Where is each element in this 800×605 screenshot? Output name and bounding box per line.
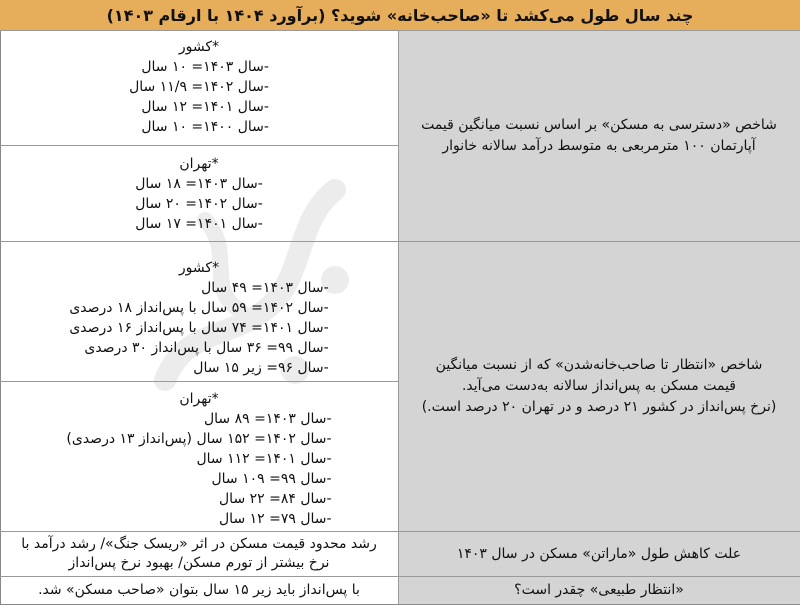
list-item: -سال ۹۹= ۱۰۹ سال [211,471,332,487]
list-item: -سال ۱۴۰۱= ۷۴ سال با پس‌انداز ۱۶ درصدی [69,320,329,336]
list-item: -سال ۱۴۰۲= ۲۰ سال [135,196,263,212]
list-item: -سال ۱۴۰۲= ۱۵۲ سال (پس‌انداز ۱۳ درصدی) [66,431,332,447]
list-item: -سال ۱۴۰۰= ۱۰ سال [141,119,269,135]
row-3-text [0,532,398,576]
row-3-indicator [398,532,800,576]
row-2-country-group [0,258,398,378]
row-3-text-line-1: رشد محدود قیمت مسکن در اثر «ریسک جنگ»/ رشد درآمد با [21,536,377,552]
row-3-indicator-text: علت کاهش طول «ماراتن» مسکن در سال ۱۴۰۳ [456,545,742,562]
row-2-tehran-heading: *تهران [179,391,219,407]
list-item: -سال ۱۴۰۱= ۱۱۲ سال [196,451,332,467]
row-4-indicator [398,577,800,604]
list-item: -سال ۱۴۰۲= ۵۹ سال با پس‌انداز ۱۸ درصدی [69,300,329,316]
row-1-country-group [0,37,398,137]
row-1-indicator-text: شاخص «دسترسی به مسکن» بر اساس نسبت میانگین قیمت آپارتمان ۱۰۰ مترمربعی به متوسط درآمد سالانه خانوار [421,117,777,154]
row-2-indicator [398,242,800,531]
list-item: -سال ۱۴۰۲= ۱۱/۹ سال [129,79,269,95]
row-1-tehran-heading: *تهران [179,156,219,172]
row-1-tehran-group [0,154,398,234]
row-1-group-divider [0,145,398,146]
row-4-text-value: با پس‌انداز باید زیر ۱۵ سال بتوان «صاحب مسکن» شد. [38,582,360,598]
row-1-indicator [398,31,800,241]
row-4-text [0,577,398,604]
list-item: -سال ۱۴۰۱= ۱۷ سال [135,216,263,232]
list-item: -سال ۷۹= ۱۲ سال [219,511,332,527]
list-item: -سال ۱۴۰۱= ۱۲ سال [141,99,269,115]
column-divider [398,30,399,605]
list-item: -سال ۸۴= ۲۲ سال [219,491,332,507]
row-2-tehran-group [0,389,398,529]
title-divider [0,30,800,31]
row-2-group-divider [0,381,398,382]
row-3-text-line-2: نرخ بیشتر از تورم مسکن/ بهبود نرخ پس‌انداز [68,555,330,571]
row-4-indicator-text: «انتظار طبیعی» چقدر است؟ [514,582,684,598]
row-2-country-heading: *کشور [178,260,220,276]
row-2-indicator-line-3: (نرخ پس‌انداز در کشور ۲۱ درصد و در تهران ۲۰ درصد است.) [421,399,777,415]
list-item: -سال ۱۴۰۳= ۸۹ سال [203,411,332,427]
list-item: -سال ۱۴۰۳= ۱۰ سال [141,59,269,75]
list-item: -سال ۱۴۰۳= ۱۸ سال [135,176,263,192]
row-1-country-heading: *کشور [178,39,220,55]
list-item: -سال ۹۶= زیر ۱۵ سال [193,360,329,376]
table-title: چند سال طول می‌کشد تا «صاحب‌خانه» شوید؟ (برآورد ۱۴۰۴ با ارقام ۱۴۰۳) [0,0,800,30]
row-2-indicator-line-1: شاخص «انتظار تا صاحب‌خانه‌شدن» که از نسبت میانگین [435,357,763,373]
row-2-indicator-line-2: قیمت مسکن به پس‌انداز سالانه به‌دست می‌آید. [461,378,737,394]
list-item: -سال ۹۹= ۳۶ سال با پس‌انداز ۳۰ درصدی [84,340,329,356]
list-item: -سال ۱۴۰۳= ۴۹ سال [201,280,329,296]
